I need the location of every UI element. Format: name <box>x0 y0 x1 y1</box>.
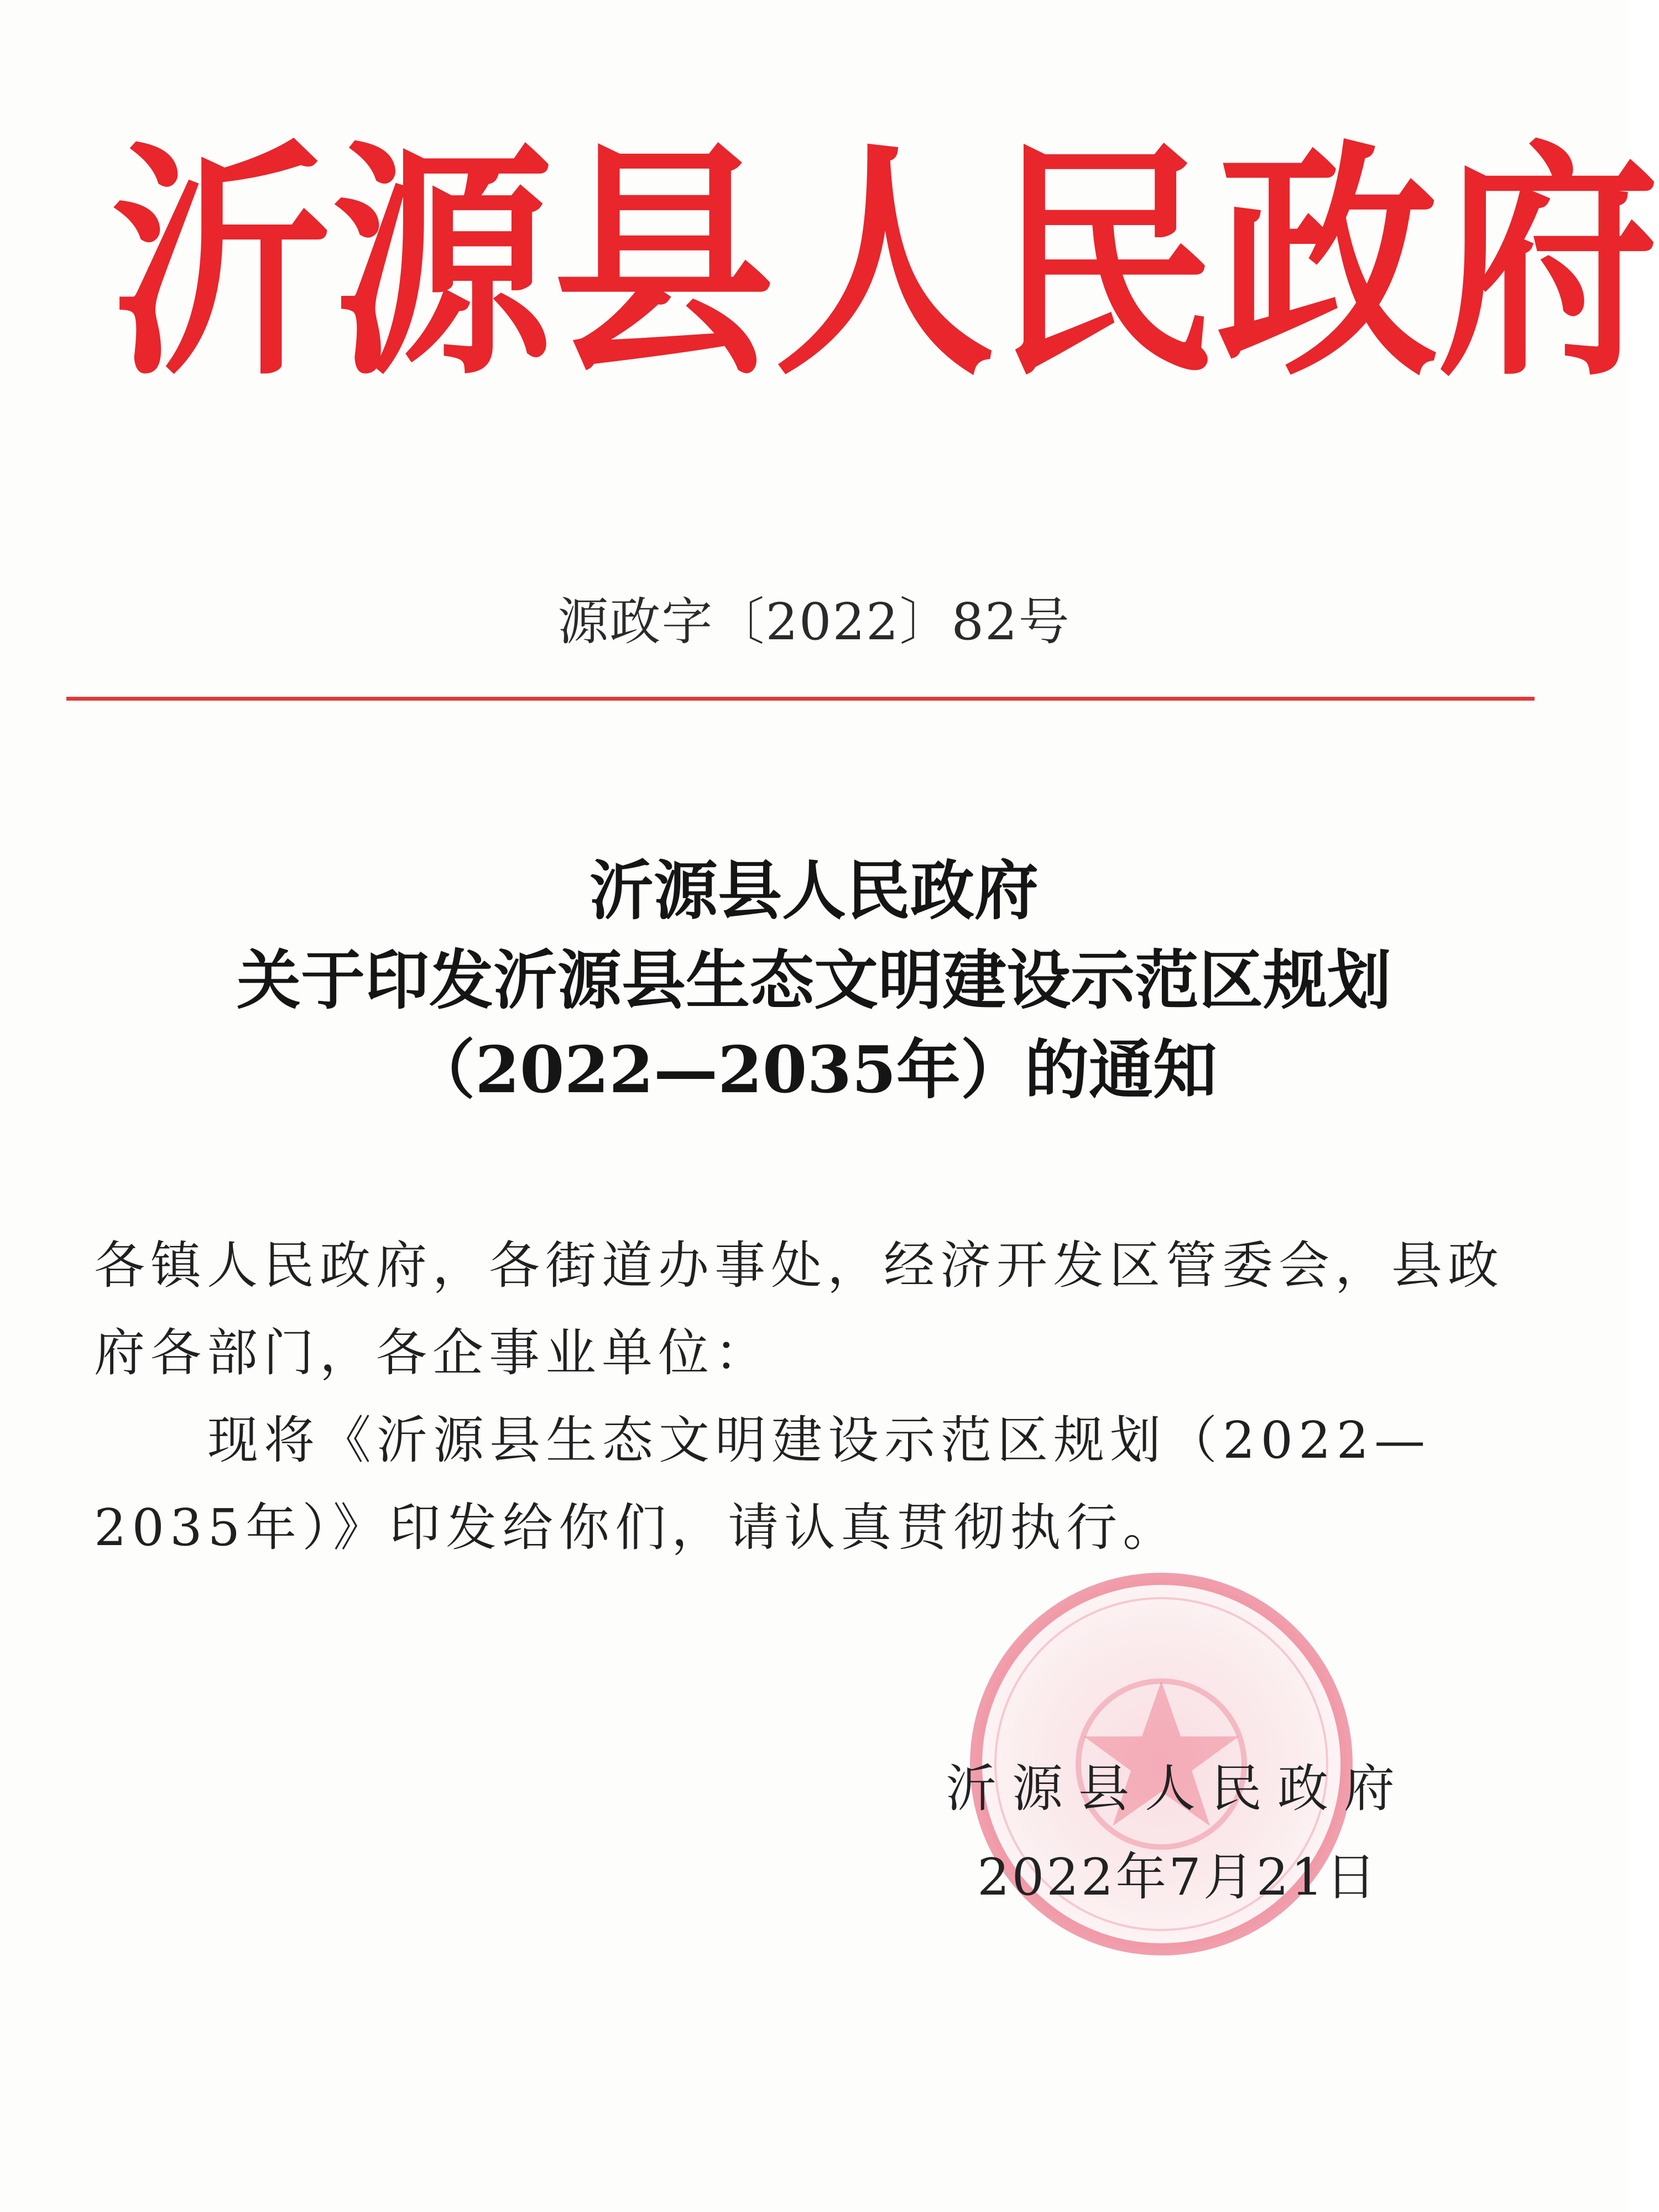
title-line-3: （2022—2035年）的通知 <box>411 1032 1217 1108</box>
issuing-organization: 沂源县人民政府 <box>945 1759 1410 1818</box>
red-masthead <box>111 121 1659 409</box>
salutation: 各镇人民政府，各街道办事处，经济开发区管委会，县政府各部门，各企事业单位： <box>94 1236 1505 1383</box>
title-line-1: 沂源县人民政府 <box>589 853 1039 928</box>
document-title <box>0 846 1628 1115</box>
masthead-char: 府 <box>1438 121 1659 409</box>
masthead-char: 源 <box>332 121 553 409</box>
masthead-char: 沂 <box>111 121 332 409</box>
masthead-char: 民 <box>995 121 1217 409</box>
body-paragraph: 现将《沂源县生态文明建设示范区规划（2022—2035年）》印发给你们，请认真贯彻执行。 <box>94 1411 1431 1557</box>
document-number: 源政字〔2022〕82号 <box>557 592 1071 651</box>
masthead-char: 县 <box>553 121 774 409</box>
title-line-2: 关于印发沂源县生态文明建设示范区规划 <box>237 943 1391 1018</box>
masthead-char: 人 <box>774 121 995 409</box>
red-separator-line <box>66 697 1535 701</box>
masthead-char: 政 <box>1217 121 1438 409</box>
document-body <box>94 1222 1543 1572</box>
issue-date: 2022年7月21日 <box>977 1848 1379 1907</box>
